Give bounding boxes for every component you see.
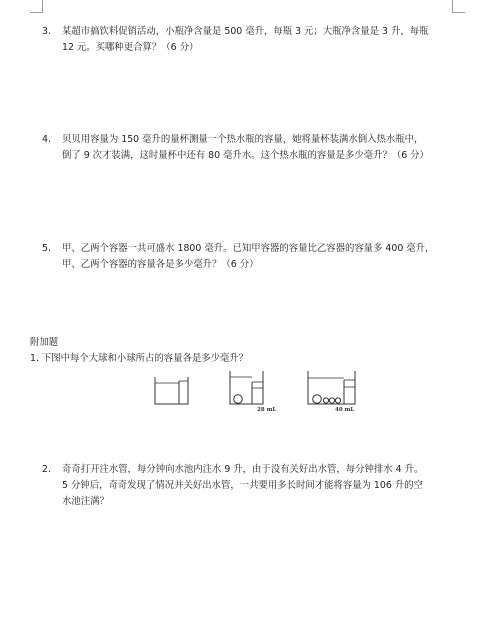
figure-2-big-container — [230, 371, 263, 404]
question-text — [62, 132, 462, 164]
question-text — [62, 241, 462, 273]
question-line: 某超市搞饮料促销活动，小瓶净含量是 500 毫升，每瓶 3 元；大瓶净含量是 3 升，每瓶 — [62, 26, 429, 37]
figure-2-big-ball — [234, 395, 243, 404]
bonus-section-title: 附加题 — [30, 337, 59, 348]
page-corner-mark-right — [452, 0, 465, 13]
question-line: 5 分钟后，奇奇发现了情况并关好出水管，一共要用多长时间才能将容量为 106 升的空 — [62, 480, 423, 491]
container-figures — [150, 367, 370, 415]
question-4 — [42, 132, 462, 164]
question-line: 甲、乙两个容器一共可盛水 1800 毫升。已知甲容器的容量比乙容器的容量多 400 毫升， — [62, 243, 435, 254]
question-number: 4. — [42, 134, 51, 145]
figure-3-small-ball-2 — [329, 398, 334, 403]
question-line: 奇奇打开注水管，每分钟向水池内注水 9 升，由于没有关好出水管，每分钟排水 4 升。 — [62, 464, 424, 475]
bonus-question-2 — [42, 462, 462, 510]
container-illustration — [150, 367, 370, 415]
question-line: 倒了 9 次才装满，这时量杯中还有 80 毫升水。这个热水瓶的容量是多少毫升？（6 分） — [62, 150, 429, 161]
figure-3-small-ball-3 — [335, 398, 340, 403]
question-line: 水池注满？ — [62, 496, 109, 507]
question-line: 12 元。买哪种更合算？（6 分） — [62, 42, 199, 53]
figure-3-label: 40 mL — [335, 407, 355, 413]
question-number: 3. — [42, 26, 51, 37]
figure-3-containers — [308, 371, 355, 404]
question-line: 贝贝用容量为 150 毫升的量杯测量一个热水瓶的容量，她将量杯装满水倒入热水瓶中， — [62, 134, 424, 145]
figure-2-label: 28 mL — [257, 407, 277, 413]
question-number: 5. — [42, 243, 51, 254]
figure-2-containers — [230, 371, 263, 404]
question-line: 甲、乙两个容器的容量各是多少毫升？（6 分） — [62, 259, 259, 270]
question-5 — [42, 241, 462, 273]
question-text — [62, 462, 462, 510]
bonus-question-1: 1. 下图中每个大球和小球所占的容量各是多少毫升？ — [30, 353, 249, 364]
figure-3-big-ball — [313, 395, 322, 404]
figure-1-containers — [155, 377, 188, 404]
question-number: 2. — [42, 464, 51, 475]
question-3 — [42, 24, 462, 56]
figure-3-big-container — [308, 371, 355, 404]
page-corner-mark-left — [30, 0, 43, 13]
question-text — [62, 24, 462, 56]
figure-3-small-ball-1 — [323, 398, 328, 403]
